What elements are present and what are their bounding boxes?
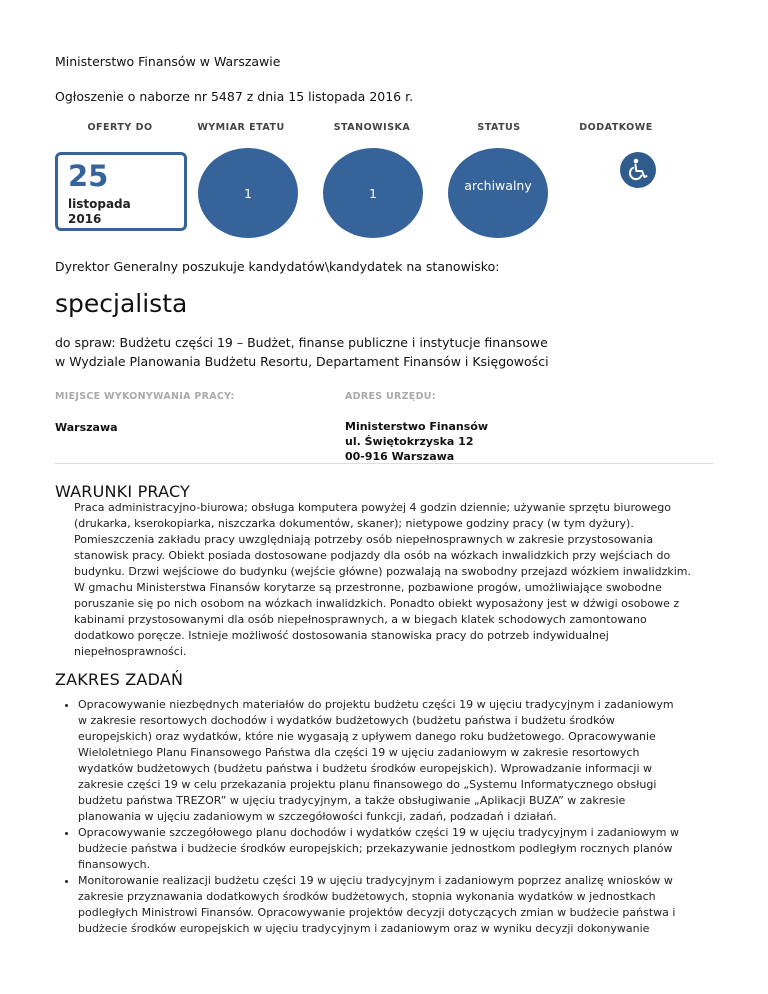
positions-circle bbox=[323, 148, 423, 238]
conditions-line: W gmachu Ministerstwa Finansów korytarze są przestronne, pozbawione progów, umożliwiające swobodne bbox=[74, 581, 662, 594]
conditions-line: Praca administracyjno-biurowa; obsługa komputera powyżej 4 godzin dziennie; używanie sprzętu biurowego bbox=[74, 501, 671, 514]
deadline-month: listopada bbox=[68, 197, 131, 211]
task-line: • Opracowywanie szczegółowego planu dochodów i wydatków części 19 w ujęciu tradycyjnym i zadaniowym w bbox=[78, 826, 679, 839]
intro-text: Dyrektor Generalny poszukuje kandydatów\kandydatek na stanowisko: bbox=[55, 259, 500, 274]
office-city: 00-916 Warszawa bbox=[345, 450, 455, 463]
conditions-line: (drukarka, kserokopiarka, niszczarka dokumentów, skaner); nietypowe godziny pracy (w tym dyżury). bbox=[74, 517, 634, 530]
office-name: Ministerstwo Finansów bbox=[345, 420, 488, 433]
positions-label: STANOWISKA bbox=[333, 122, 411, 133]
task-line: budżecie państwa i budżecie środków europejskich; przekazywanie jednostkom podległym rocznych planów bbox=[78, 842, 673, 855]
positions-value: 1 bbox=[369, 185, 377, 201]
position-scope: do spraw: Budżetu części 19 – Budżet, finanse publiczne i instytucje finansowe bbox=[55, 335, 548, 350]
task-line: zakresie części 19 w celu przekazania projektu planu finansowego do „Systemu Informatycznego obsługi bbox=[78, 778, 657, 791]
task-line: europejskich) oraz wydatków, które nie wygasają z upływem danego roku budżetowego. Opracowywanie bbox=[78, 730, 656, 743]
task-line: budżetu państwa TREZOR” w ujęciu tradycyjnym, a także obsługiwanie „Aplikacji BUZA” w zakresie bbox=[78, 794, 626, 807]
office-address bbox=[345, 419, 488, 464]
institution-name: Ministerstwo Finansów w Warszawie bbox=[55, 54, 281, 69]
position-title: specjalista bbox=[55, 289, 188, 318]
conditions-line: kabinami przystosowanymi dla osób niepełnosprawnych, a w biegach klatek schodowych zamontowano bbox=[74, 613, 647, 626]
divider bbox=[55, 463, 713, 464]
task-line: zakresie przyznawania dodatkowych środków budżetowych, stopnia wykonania wydatków w jednostkach bbox=[78, 890, 656, 903]
deadline-label: OFERTY DO bbox=[87, 122, 153, 133]
deadline-month-year bbox=[68, 197, 131, 227]
task-line: Wieloletniego Planu Finansowego Państwa dla części 19 w ujęciu zadaniowym w zakresie resortowych bbox=[78, 746, 640, 759]
tasks-list-wrap bbox=[60, 697, 720, 937]
task-line: podległych Ministrowi Finansów. Opracowywanie projektów decyzji dotyczących zmian w budżecie państwa i bbox=[78, 906, 676, 919]
deadline-year: 2016 bbox=[68, 212, 102, 226]
task-item bbox=[78, 825, 720, 873]
task-line: wydatków budżetowych (budżetu państwa i budżetu środków europejskich). Wprowadzanie informacji w bbox=[78, 762, 653, 775]
task-line: • Opracowywanie niezbędnych materiałów do projektu budżetu części 19 w ujęciu tradycyjnym i zadaniowym bbox=[78, 698, 674, 711]
task-line: w zakresie resortowych dochodów i wydatków budżetowych (budżetu państwa i budżetu środków bbox=[78, 714, 615, 727]
conditions-title: WARUNKI PRACY bbox=[55, 482, 191, 501]
conditions-line: stanowisk pracy. Obiekt posiada dostosowane podjazdy dla osób na wózkach inwalidzkich przy wejściach do bbox=[74, 549, 671, 562]
announcement-title: Ogłoszenie o naborze nr 5487 z dnia 15 listopada 2016 r. bbox=[55, 89, 414, 104]
status-label: STATUS bbox=[477, 122, 521, 133]
position-description bbox=[55, 333, 549, 371]
task-item bbox=[78, 697, 720, 825]
status-value: archiwalny bbox=[464, 178, 532, 193]
workload-label: WYMIAR ETATU bbox=[197, 122, 285, 133]
office-street: ul. Świętokrzyska 12 bbox=[345, 435, 474, 448]
workplace-label: MIEJSCE WYKONYWANIA PRACY: bbox=[55, 391, 235, 402]
office-address-label: ADRES URZĘDU: bbox=[345, 391, 436, 402]
conditions-line: dodatkowo poręcze. Istnieje możliwość dostosowania stanowiska pracy do potrzeb indywidualnej bbox=[74, 629, 609, 642]
workload-value: 1 bbox=[244, 185, 252, 201]
position-department: w Wydziale Planowania Budżetu Resortu, Departament Finansów i Księgowości bbox=[55, 354, 549, 369]
wheelchair-accessibility-icon bbox=[620, 152, 656, 188]
extra-label: DODATKOWE bbox=[579, 122, 653, 133]
task-line: budżecie środków europejskich w ujęciu tradycyjnym i zadaniowym oraz w wyniku decyzji dokonywanie bbox=[78, 922, 650, 935]
conditions-line: niepełnosprawności. bbox=[74, 645, 187, 658]
deadline-day: 25 bbox=[68, 159, 109, 193]
status-circle bbox=[448, 148, 548, 238]
tasks-title: ZAKRES ZADAŃ bbox=[55, 670, 184, 689]
workload-circle bbox=[198, 148, 298, 238]
task-item bbox=[78, 873, 720, 937]
deadline-date-box bbox=[55, 152, 187, 231]
tasks-list bbox=[60, 697, 720, 937]
conditions-line: budynku. Drzwi wejściowe do budynku (wejście główne) pozwalają na swobodny przejazd wózkiem inwalidzkim. bbox=[74, 565, 692, 578]
workplace-value: Warszawa bbox=[55, 421, 118, 434]
conditions-text bbox=[74, 500, 724, 660]
task-line: planowania w ujęciu zadaniowym w szczegółowości funkcji, zadań, podzadań i działań. bbox=[78, 810, 557, 823]
task-line: • Monitorowanie realizacji budżetu części 19 w ujęciu tradycyjnym i zadaniowym poprzez analizę wniosków w bbox=[78, 874, 673, 887]
conditions-line: poruszanie się po nich osobom na wózkach inwalidzkich. Ponadto obiekt wyposażony jest w dźwigi osobowe z bbox=[74, 597, 680, 610]
conditions-line: Pomieszczenia zakładu pracy uwzględniają potrzeby osób niepełnosprawnych w zakresie przystosowania bbox=[74, 533, 654, 546]
task-line: finansowych. bbox=[78, 858, 151, 871]
